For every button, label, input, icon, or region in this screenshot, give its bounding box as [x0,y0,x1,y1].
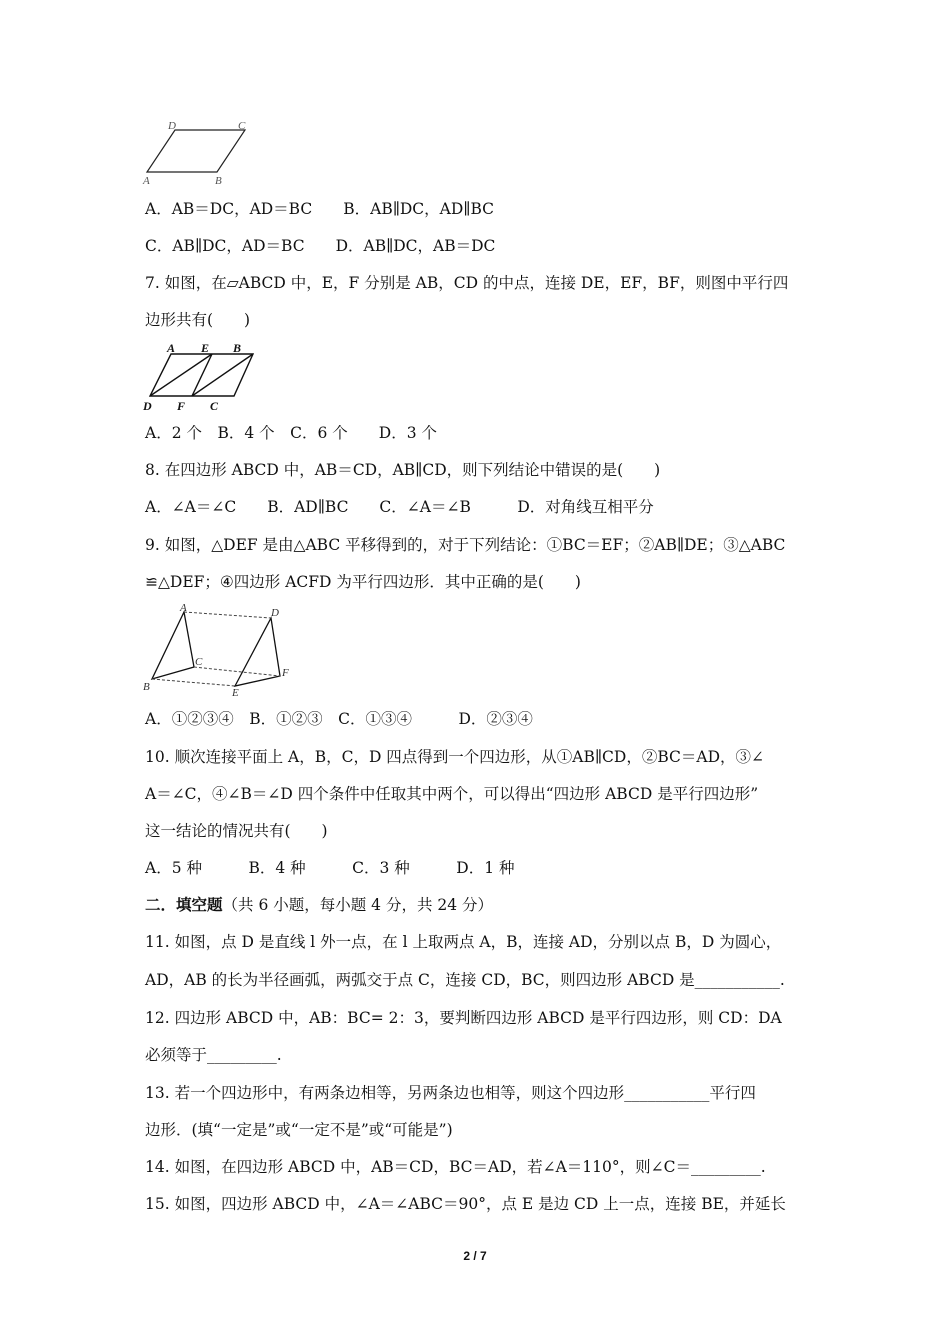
q6-option-b: B．AB∥DC，AD∥BC [343,200,494,218]
q9-options: A．①②③④ B．①②③ C．①③④ D．②③④ [145,710,533,728]
fig9-label-c: C [195,656,203,668]
q13-stem-line1: 13. 若一个四边形中，有两条边相等，另两条边也相等，则这个四边形___________平行四 [145,1084,756,1102]
fig9-label-a: A [180,602,187,614]
q8-stem: 8. 在四边形 ABCD 中，AB＝CD，AB∥CD，则下列结论中错误的是( ) [145,461,661,479]
fig7-label-c: C [210,399,219,413]
fig7-label-b: B [233,341,242,355]
q6-options-row2 [145,236,495,256]
fig7-label-e: E [201,341,210,355]
q6-option-c: C．AB∥DC，AD＝BC [145,237,305,255]
q13-stem-line2: 边形．(填“一定是”或“一定不是”或“可能是”) [145,1121,453,1139]
fig6-label-a: A [143,175,150,187]
fig7-label-a: A [167,341,176,355]
q11-stem-line2: AD，AB 的长为半径画弧，两弧交于点 C，连接 CD，BC，则四边形 ABCD 是___________. [145,971,785,989]
fig6-label-c: C [238,120,246,132]
section-note: （共 6 小题，每小题 4 分，共 24 分） [222,896,494,914]
fig9-label-d: D [271,607,279,619]
figure-parallelogram-abcd [140,118,260,190]
fig9-label-b: B [143,681,150,693]
fig6-label-b: B [215,175,222,187]
figure-translated-triangles [138,600,298,700]
q15-stem-line1: 15. 如图，四边形 ABCD 中，∠A＝∠ABC＝90°，点 E 是边 CD 上一点，连接 BE，并延长 [145,1195,786,1213]
fig6-label-d: D [168,120,176,132]
q7-stem-line2: 边形共有( ) [145,311,251,329]
q9-stem-line1: 9. 如图，△DEF 是由△ABC 平移得到的，对于下列结论：①BC＝EF；②AB∥DE；③△ABC [145,536,786,554]
fig9-label-e: E [232,687,239,699]
q6-option-a: A．AB＝DC，AD＝BC [145,200,313,218]
q7-options: A．2 个 B．4 个 C．6 个 D．3 个 [145,424,438,442]
q8-options: A．∠A＝∠C B．AD∥BC C．∠A＝∠B D．对角线互相平分 [145,498,654,516]
figure-parallelogram-aebdfc [140,340,255,415]
fig7-label-f: F [177,399,186,413]
section-title: 二．填空题 [145,895,223,914]
q11-stem-line1: 11. 如图，点 D 是直线 l 外一点，在 l 上取两点 A，B，连接 AD，分别以点 B，D 为圆心， [145,933,782,951]
q14-stem: 14. 如图，在四边形 ABCD 中，AB＝CD，BC＝AD，若∠A＝110°，则∠C＝_________. [145,1158,766,1176]
fig7-label-d: D [143,399,152,413]
q10-stem-line2: A＝∠C，④∠B＝∠D 四个条件中任取其中两个，可以得出“四边形 ABCD 是平行四边形” [145,785,759,803]
q12-stem-line1: 12. 四边形 ABCD 中，AB：BC= 2：3，要判断四边形 ABCD 是平行四边形，则 CD：DA [145,1009,782,1027]
q6-option-d: D．AB∥DC，AB＝DC [335,237,496,255]
q12-stem-line2: 必须等于_________. [145,1046,282,1064]
q7-stem-line1: 7. 如图，在▱ABCD 中，E，F 分别是 AB，CD 的中点，连接 DE，EF，BF，则图中平行四 [145,274,789,292]
fig9-label-f: F [282,667,289,679]
q10-stem-line3: 这一结论的情况共有( ) [145,822,328,840]
q9-stem-line2: ≌△DEF；④四边形 ACFD 为平行四边形．其中正确的是( ) [145,573,581,591]
q10-stem-line1: 10. 顺次连接平面上 A，B，C，D 四点得到一个四边形，从①AB∥CD，②BC＝AD，③∠ [145,748,764,766]
page-number: 2 / 7 [463,1249,487,1263]
section-fill-blank-heading [145,895,493,915]
q6-options-row1 [145,199,494,219]
q10-options: A．5 种 B．4 种 C．3 种 D．1 种 [145,859,515,877]
